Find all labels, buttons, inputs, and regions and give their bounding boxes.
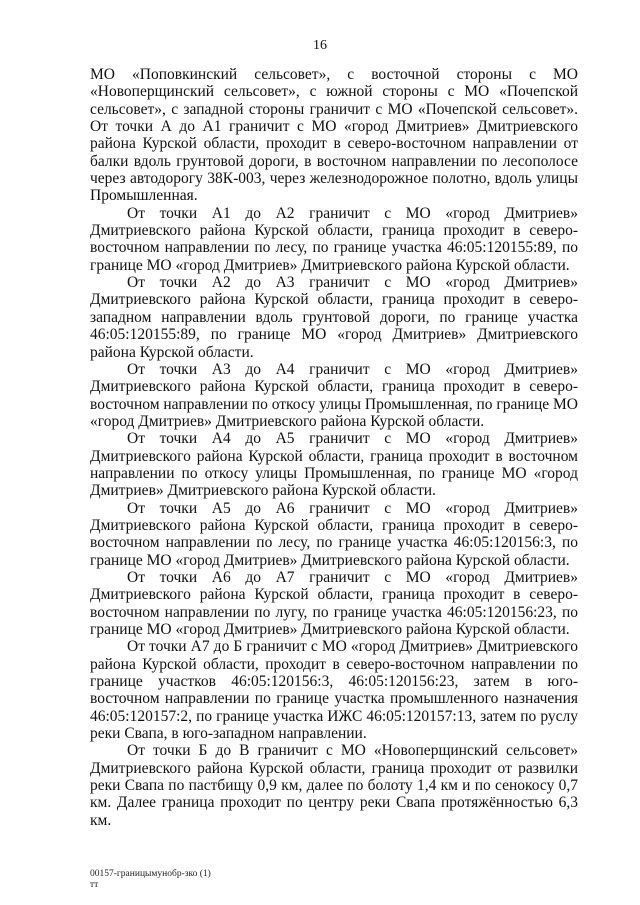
paragraph-a4-a5: От точки А4 до А5 граничит с МО «город Дмитриев» Дмитриевского района Курской области, граница проходит в восточном направлении по откосу улицы Промышленная, по границе МО «город Дмитриев» Дмитриевского района Курской области. xyxy=(90,430,578,500)
paragraph-a7-b: От точки А7 до Б граничит с МО «город Дмитриев» Дмитриевского района Курской области, проходит в северо-восточном направлении по границе участков 46:05:120156:3, 46:05:120156:23, затем в юго-восточном направлении по границе участка промышленного назначения 46:05:120157:2, по границе участка ИЖС 46:05:120157:13, затем по руслу реки Свапа, в юго-западном направлении. xyxy=(90,638,578,743)
paragraph-boundary-intro: МО «Поповкинский сельсовет», с восточной стороны с МО «Новоперщинский сельсовет», с южной стороны с МО «Почепской сельсовет», с западной стороны граничит с МО «Почепской сельсовет». От точки А до А1 граничит с МО «город Дмитриев» Дмитриевского района Курской области, проходит в северо-восточном направлении от балки вдоль грунтовой дороги, в восточном направлении по лесополосе через автодорогу 38К-003, через железнодорожное полотно, вдоль улицы Промышленная. xyxy=(90,66,578,205)
footer xyxy=(90,869,211,891)
paragraph-a3-a4: От точки А3 до А4 граничит с МО «город Дмитриев» Дмитриевского района Курской области, граница проходит в северо-восточном направлении по откосу улицы Промышленная, по границе МО «город Дмитриев» Дмитриевского района Курской области. xyxy=(90,360,578,430)
paragraph-b-v: От точки Б до В граничит с МО «Новоперщинский сельсовет» Дмитриевского района Курской области, граница проходит от развилки реки Свапа по пастбищу 0,9 км, далее по болоту 1,4 км и по сенокосу 0,7 км. Далее граница проходит по центру реки Свапа протяжённостью 6,3 км. xyxy=(90,742,578,829)
page-number: 16 xyxy=(313,38,327,53)
paragraph-a6-a7: От точки А6 до А7 граничит с МО «город Дмитриев» Дмитриевского района Курской области, граница проходит в северо-восточном направлении по лугу, по границе участка 46:05:120156:23, по границе МО «город Дмитриев» Дмитриевского района Курской области. xyxy=(90,568,578,638)
footer-initials: тт xyxy=(90,880,99,890)
document-body xyxy=(90,66,578,829)
footer-file-name: 00157-границымунобр-зко (1) xyxy=(90,869,211,879)
paragraph-a1-a2: От точки А1 до А2 граничит с МО «город Дмитриев» Дмитриевского района Курской области, граница проходит в северо-восточном направлении по лесу, по границе участка 46:05:120155:89, по границе МО «город Дмитриев» Дмитриевского района Курской области. xyxy=(90,204,578,274)
paragraph-a2-a3: От точки А2 до А3 граничит с МО «город Дмитриев» Дмитриевского района Курской области, граница проходит в северо-западном направлении вдоль грунтовой дороги, по границе участка 46:05:120155:89, по границе МО «город Дмитриев» Дмитриевского района Курской области. xyxy=(90,274,578,361)
paragraph-a5-a6: От точки А5 до А6 граничит с МО «город Дмитриев» Дмитриевского района Курской области, граница проходит в северо-восточном направлении по лесу, по границе участка 46:05:120156:3, по границе МО «город Дмитриев» Дмитриевского района Курской области. xyxy=(90,499,578,569)
